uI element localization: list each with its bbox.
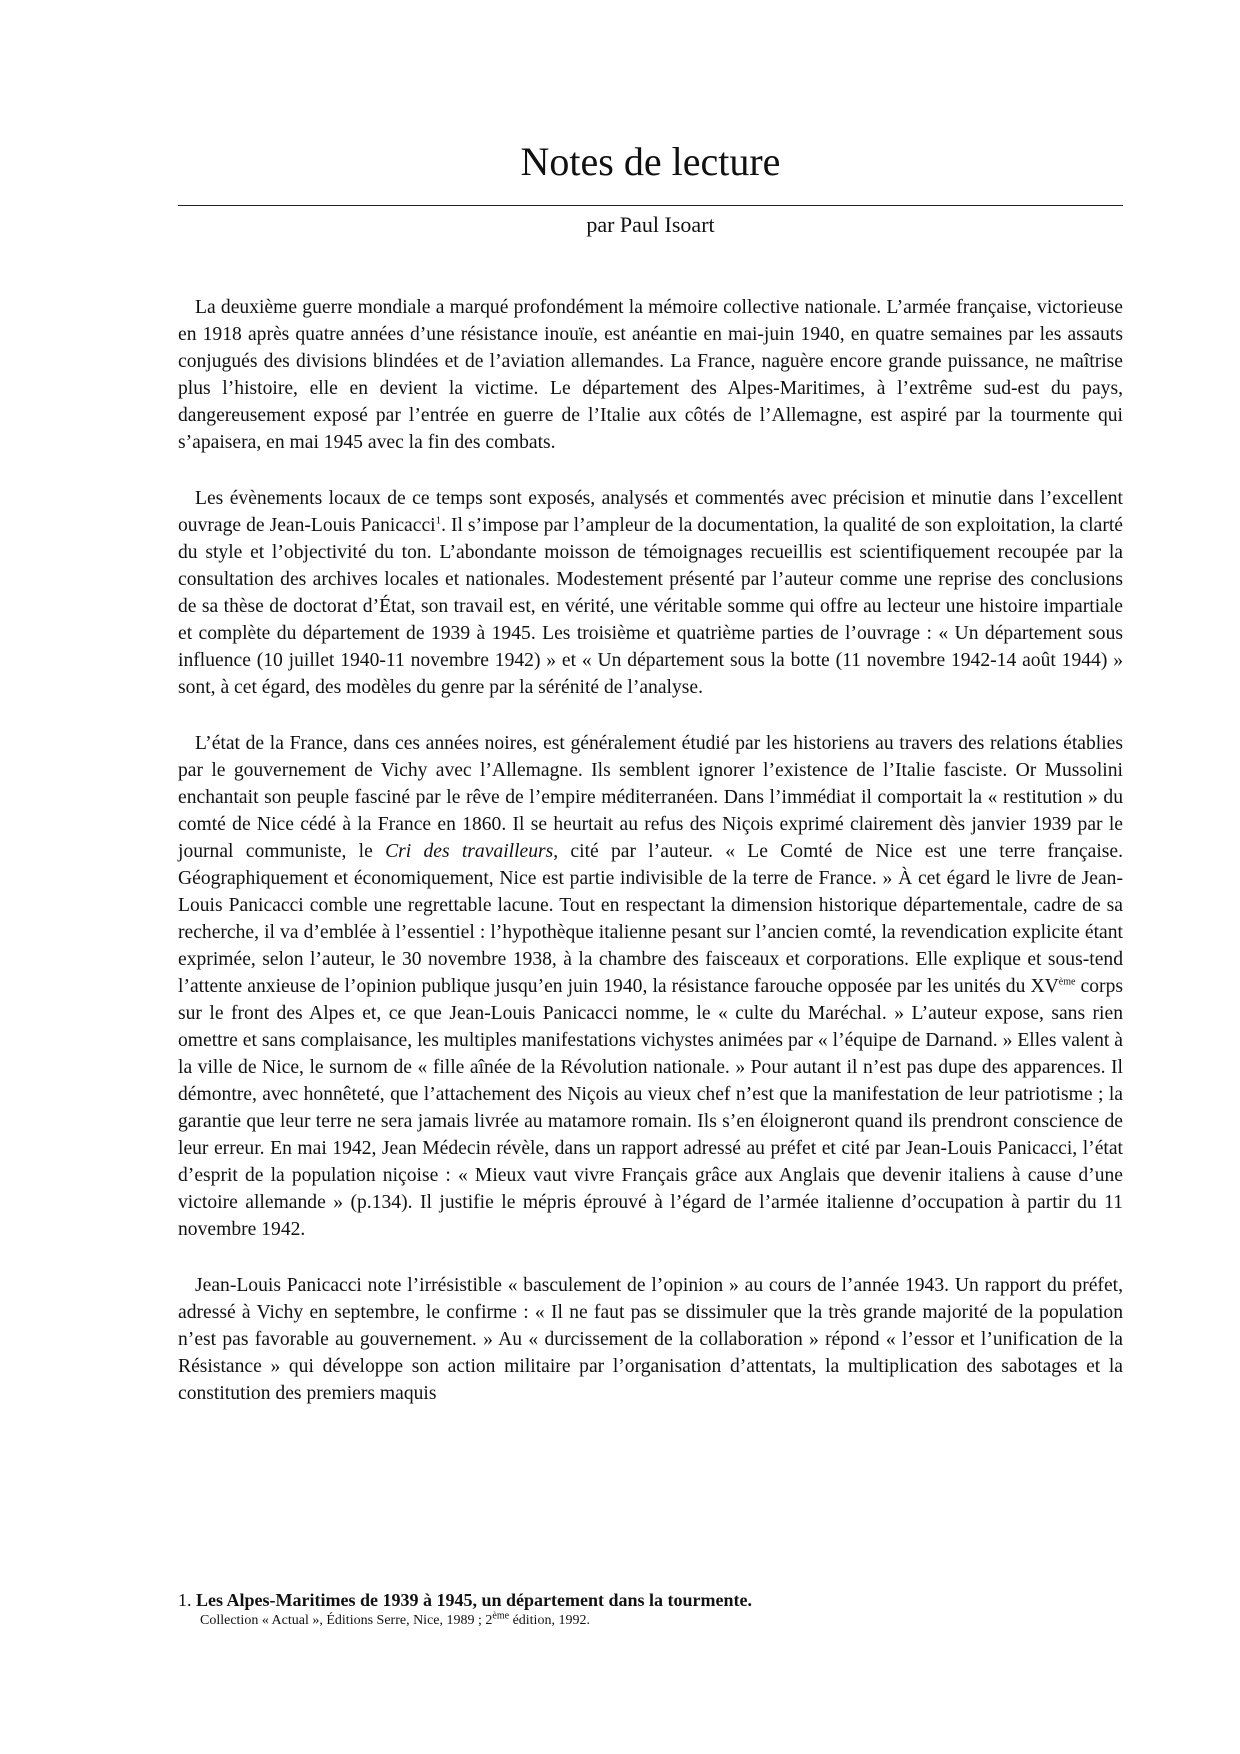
paragraph-1: La deuxième guerre mondiale a marqué profondément la mémoire collective nationale. L’armée française, victorieuse en 1918 après quatre années d’une résistance inouïe, est anéantie en mai-juin 1940, en quatre semaines par les assauts conjugués des divisions blindées et de l’aviation allemandes. La France, naguère encore grande puissance, ne maîtrise plus l’histoire, elle en devient la victime. Le département des Alpes-Maritimes, à l’extrême sud-est du pays, dangereusement exposé par l’entrée en guerre de l’Italie aux côtés de l’Allemagne, est aspiré par la tourmente qui s’apaisera, en mai 1945 avec la fin des combats.	[178, 297, 1123, 453]
paragraph-2	[178, 485, 1123, 701]
title-rule	[178, 205, 1123, 206]
footnote-detail-text-a: Collection « Actual », Éditions Serre, Nice, 1989 ; 2	[200, 1613, 493, 1628]
paragraph-2-text-b: . Il s’impose par l’ampleur de la documentation, la qualité de son exploitation, la clarté du style et l’objectivité du ton. L’abondante moisson de témoignages recueillis est scientifiquement recoupée par la consultation des archives locales et nationales. Modestement présenté par l’auteur comme une reprise des conclusions de sa thèse de doctorat d’État, son travail est, en vérité, une véritable somme qui offre au lecteur une histoire impartiale et complète du département de 1939 à 1945. Les troisième et quatrième parties de l’ouvrage : « Un département sous influence (10 juillet 1940-11 novembre 1942) » et « Un département sous la botte (11 novembre 1942-14 août 1944) » sont, à cet égard, des modèles du genre par la sérénité de l’analyse.	[178, 515, 1123, 698]
footnote-1	[178, 1589, 1123, 1611]
paragraph-2-text-a: Les évènements locaux de ce temps sont exposés, analysés et commentés avec précision et minutie dans l’excellent ouvrage de Jean-Louis Panicacci	[178, 488, 1123, 536]
footnote-book-title: Les Alpes-Maritimes de 1939 à 1945, un département dans la tourmente.	[196, 1590, 752, 1610]
ordinal-superscript: ème	[1058, 976, 1076, 988]
paragraph-3-text-a: L’état de la France, dans ces années noires, est généralement étudié par les historiens au travers des relations établies par le gouvernement de Vichy avec l’Allemagne. Ils semblent ignorer l’existence de l’Italie fasciste. Or Mussolini enchantait son peuple fasciné par le rêve de l’empire méditerranéen. Dans l’immédiat il comportait la « restitution » du comté de Nice cédé à la France en 1860. Il se heurtait au refus des Niçois exprimé clairement dès janvier 1939 par le journal communiste, le	[178, 733, 1123, 862]
page-title: Notes de lecture	[520, 139, 781, 184]
footnote-edition-superscript: ème	[492, 1610, 510, 1622]
footnote-reference: 1	[435, 514, 442, 527]
paragraph-3	[178, 730, 1123, 1243]
footnote-number: 1.	[178, 1590, 192, 1610]
paragraph-3-text-b: , cité par l’auteur. « Le Comté de Nice est une terre française. Géographiquement et économiquement, Nice est partie indivisible de la terre de France. » À cet égard le livre de Jean-Louis Panicacci comble une regrettable lacune. Tout en respectant la dimension historique départementale, cadre de sa recherche, il va d’emblée à l’essentiel : l’hypothèque italienne pesant sur l’ancien comté, la revendication explicite étant exprimée, selon l’auteur, le 30 novembre 1938, à la chambre des faisceaux et corporations. Elle explique et sous-tend l’attente anxieuse de l’opinion publique jusqu’en juin 1940, la résistance farouche opposée par les unités du XV	[178, 841, 1123, 997]
footnote-section	[178, 1589, 1123, 1631]
paragraph-3-text-c: corps sur le front des Alpes et, ce que Jean-Louis Panicacci nomme, le « culte du Maréchal. » L’auteur expose, sans rien omettre et sans complaisance, les multiples manifestations vichystes animées par « l’équipe de Darnand. » Elles valent à la ville de Nice, le surnom de « fille aînée de la Révolution nationale. » Pour autant il n’est pas dupe des apparences. Il démontre, avec honnêteté, que l’attachement des Niçois au vieux chef n’est que la manifestation de leur patriotisme ; la garantie que leur terre ne sera jamais livrée au matamore romain. Ils s’en éloigneront quand ils prendront conscience de leur erreur. En mai 1942, Jean Médecin révèle, dans un rapport adressé au préfet et cité par Jean-Louis Panicacci, l’état d’esprit de la population niçoise : « Mieux vaut vivre Français grâce aux Anglais que devenir italiens à cause d’une victoire allemande » (p.134). Il justifie le mépris éprouvé à l’égard de l’armée italienne d’occupation à partir du 11 novembre 1942.	[178, 976, 1123, 1240]
newspaper-title: Cri des travailleurs	[385, 841, 554, 862]
footnote-publication-details	[178, 1611, 1123, 1631]
author-byline: par Paul Isoart	[586, 212, 715, 237]
footnote-detail-text-b: édition, 1992.	[509, 1613, 590, 1628]
article-body	[178, 294, 1123, 1436]
paragraph-4: Jean-Louis Panicacci note l’irrésistible « basculement de l’opinion » au cours de l’année 1943. Un rapport du préfet, adressé à Vichy en septembre, le confirme : « Il ne faut pas se dissimuler que la très grande majorité de la population n’est pas favorable au gouvernement. » Au « durcissement de la collaboration » répond « l’essor et l’unification de la Résistance » qui développe son action militaire par l’organisation d’attentats, la multiplication des sabotages et la constitution des premiers maquis	[178, 1275, 1123, 1404]
